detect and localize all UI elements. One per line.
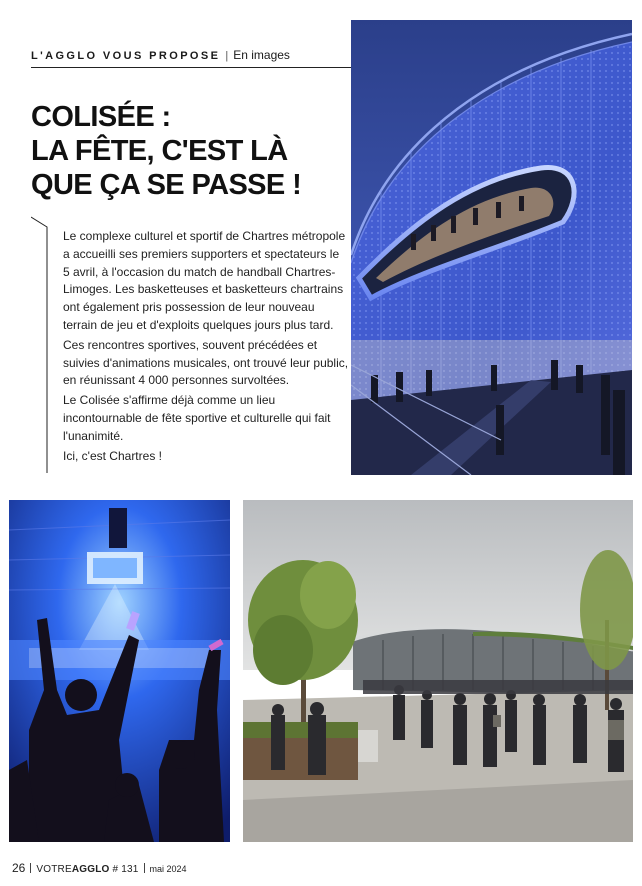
issue-date: mai 2024	[149, 864, 187, 874]
footer-divider	[144, 863, 145, 873]
page-footer	[12, 861, 187, 875]
magazine-name	[36, 864, 138, 875]
photo-colisee-facade	[351, 20, 632, 475]
section-subtitle: En images	[233, 48, 290, 62]
footer-divider	[30, 863, 31, 873]
body-paragraph-4: Ici, c'est Chartres !	[63, 448, 162, 463]
header-rule	[31, 67, 351, 68]
title-line-1: COLISÉE :	[31, 101, 171, 133]
section-separator: |	[225, 50, 229, 62]
magazine-prefix: VOTRE	[36, 864, 72, 875]
magazine-title: AGGLO	[71, 864, 110, 875]
title-line-2: LA FÊTE, C'EST LÀ	[31, 135, 288, 167]
page-number: 26	[12, 861, 26, 875]
body-paragraph-1: Le complexe culturel et sportif de Chartres métropole a accueilli ses premiers supporters et spectateurs le 5 avril, à l'occasion du match de handball Chartres-Limoges. Les basketteuses et basketteurs chartrains ont également pris possession de leur nouveau terrain de jeu et d'exploits quelques jours plus tard.	[63, 229, 346, 332]
text-bracket-decoration	[31, 215, 49, 475]
article-title	[31, 100, 341, 202]
issue-number: # 131	[112, 864, 139, 875]
photo-plaza-crowd	[243, 500, 633, 842]
title-line-3: QUE ÇA SE PASSE !	[31, 169, 302, 201]
article-body	[63, 228, 349, 465]
body-paragraph-3: Le Colisée s'affirme déjà comme un lieu incontournable de fête sportive et culturelle qui fait l'unanimité.	[63, 393, 331, 443]
body-paragraph-2: Ces rencontres sportives, souvent précédées et suivies d'animations musicales, ont trouvé leur public, en réunissant 4 000 personnes survoltées.	[63, 337, 349, 388]
section-kicker: L'AGGLO VOUS PROPOSE	[31, 50, 221, 62]
photo-arena-crowd	[9, 500, 230, 842]
section-header	[31, 48, 290, 62]
